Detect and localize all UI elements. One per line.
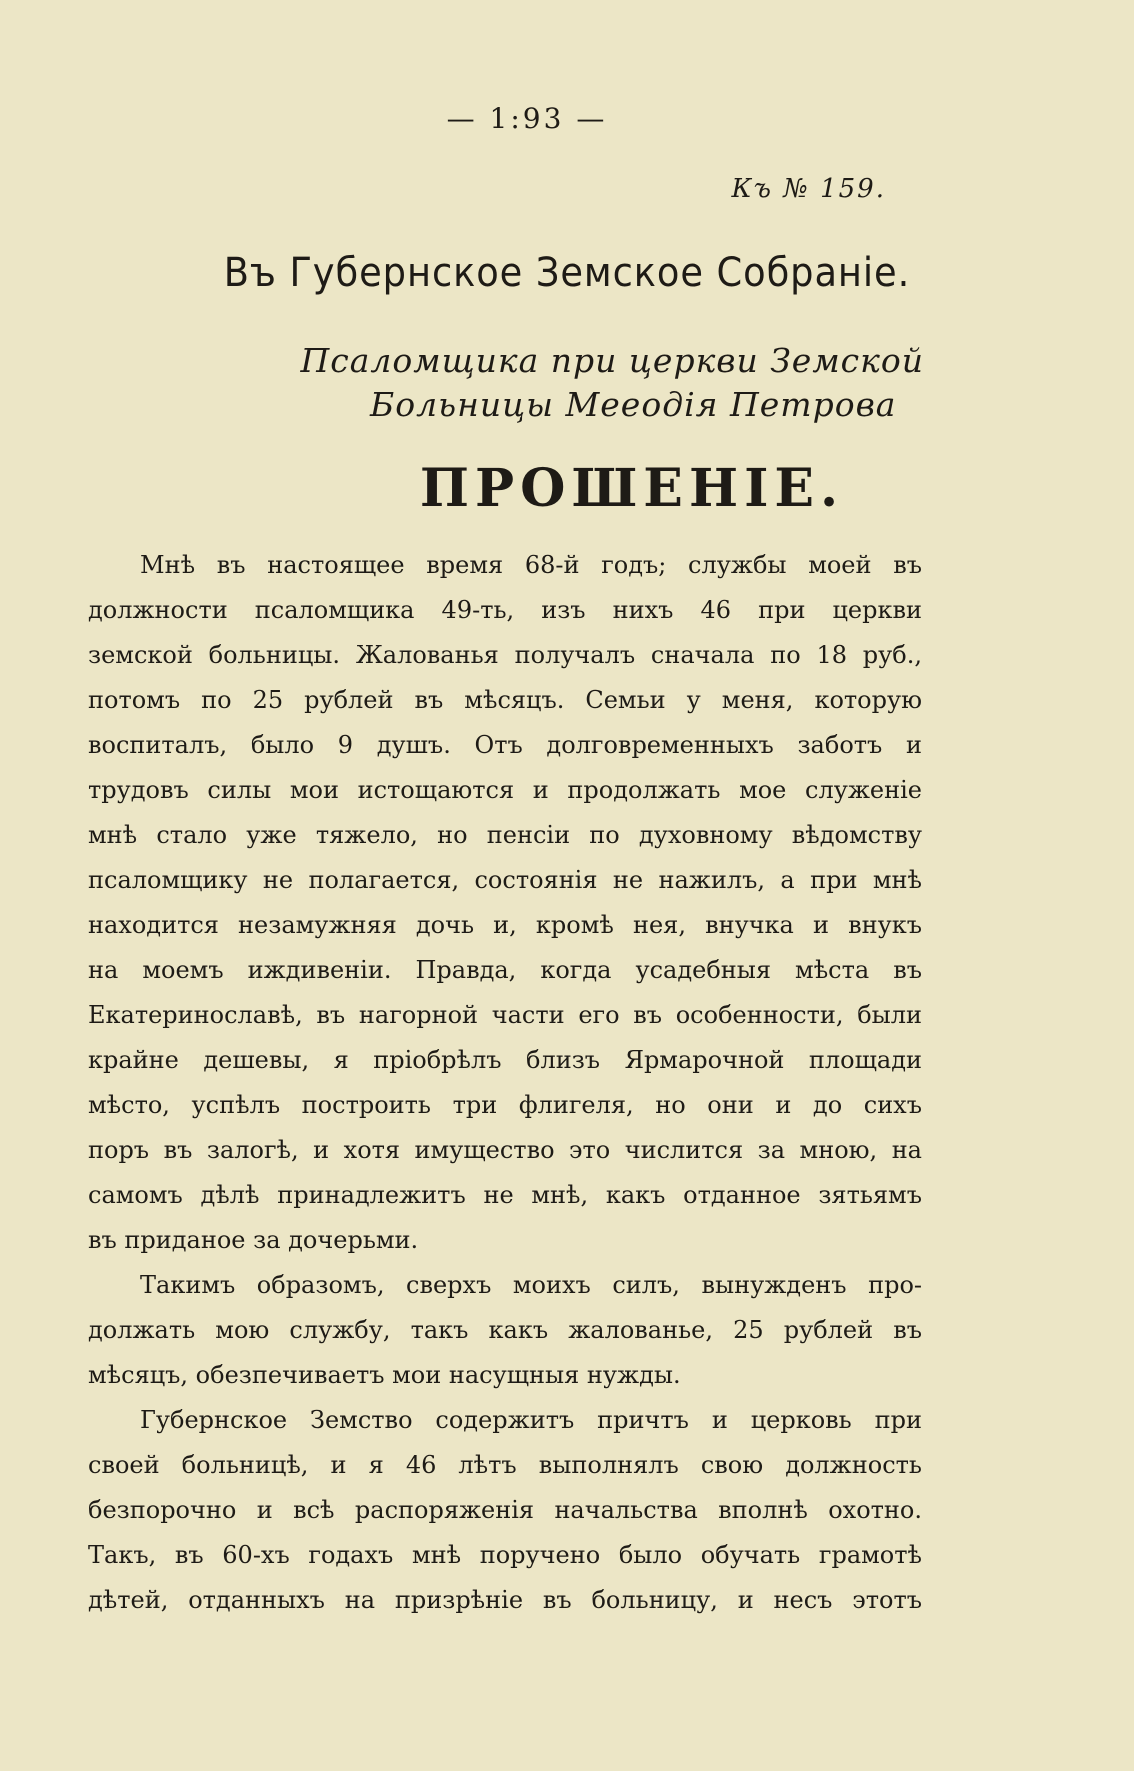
text-line: Такимъ образомъ, сверхъ моихъ силъ, вынужденъ про- (140, 1271, 922, 1299)
text-line: Губернское Земство содержитъ причтъ и церковь при (140, 1406, 922, 1434)
text-line: дѣтей, отданныхъ на призрѣніе въ больницу, и несъ этотъ (88, 1586, 922, 1614)
paragraph-1 (88, 543, 922, 1263)
text-line: воспиталъ, было 9 душъ. Отъ долговременныхъ заботъ и (88, 731, 922, 759)
text-line: мѣсяцъ, обезпечиваетъ мои насущныя нужды. (88, 1361, 681, 1389)
text-line: потомъ по 25 рублей въ мѣсяцъ. Семьи у меня, которую (88, 686, 922, 714)
text-line: Такъ, въ 60-хъ годахъ мнѣ поручено было обучать грамотѣ (88, 1541, 922, 1569)
reference-number: Къ № 159. (731, 174, 886, 204)
document-heading: Въ Губернское Земское Собраніе. (223, 250, 911, 296)
text-line: на моемъ иждивеніи. Правда, когда усадебныя мѣста въ (88, 956, 922, 984)
text-line: поръ въ залогѣ, и хотя имущество это числится за мною, на (88, 1136, 922, 1164)
text-line: Екатеринославѣ, въ нагорной части его въ особенности, были (88, 1001, 922, 1029)
page-number: — 1:93 — (446, 102, 608, 135)
text-line: мнѣ стало уже тяжело, но пенсіи по духовному вѣдомству (88, 821, 922, 849)
text-line: въ приданое за дочерьми. (88, 1226, 419, 1254)
text-line: Мнѣ въ настоящее время 68-й годъ; службы моей въ (140, 551, 922, 579)
text-line: трудовъ силы мои истощаются и продолжать мое служеніе (88, 776, 922, 804)
body-text (88, 543, 922, 1623)
text-line: самомъ дѣлѣ принадлежитъ не мнѣ, какъ отданное зятьямъ (88, 1181, 922, 1209)
subtitle-line-2: Больницы Мееодія Петрова (370, 385, 897, 424)
subtitle-line-1: Псаломщика при церкви Земской (300, 341, 924, 380)
text-line: своей больницѣ, и я 46 лѣтъ выполнялъ свою должность (88, 1451, 922, 1479)
text-line: должать мою службу, такъ какъ жалованье, 25 рублей въ (88, 1316, 922, 1344)
paragraph-3 (88, 1398, 922, 1623)
text-line: должности псаломщика 49-ть, изъ нихъ 46 при церкви (88, 596, 922, 624)
text-line: мѣсто, успѣлъ построить три флигеля, но они и до сихъ (88, 1091, 922, 1119)
petition-title: ПРОШЕНІЕ. (419, 458, 845, 519)
paragraph-2 (88, 1263, 922, 1398)
text-line: псаломщику не полагается, состоянія не нажилъ, а при мнѣ (88, 866, 922, 894)
text-line: находится незамужняя дочь и, кромѣ нея, внучка и внукъ (88, 911, 922, 939)
text-line: безпорочно и всѣ распоряженія начальства вполнѣ охотно. (88, 1496, 922, 1524)
text-line: крайне дешевы, я пріобрѣлъ близъ Ярмарочной площади (88, 1046, 922, 1074)
text-line: земской больницы. Жалованья получалъ сначала по 18 руб., (88, 641, 922, 669)
